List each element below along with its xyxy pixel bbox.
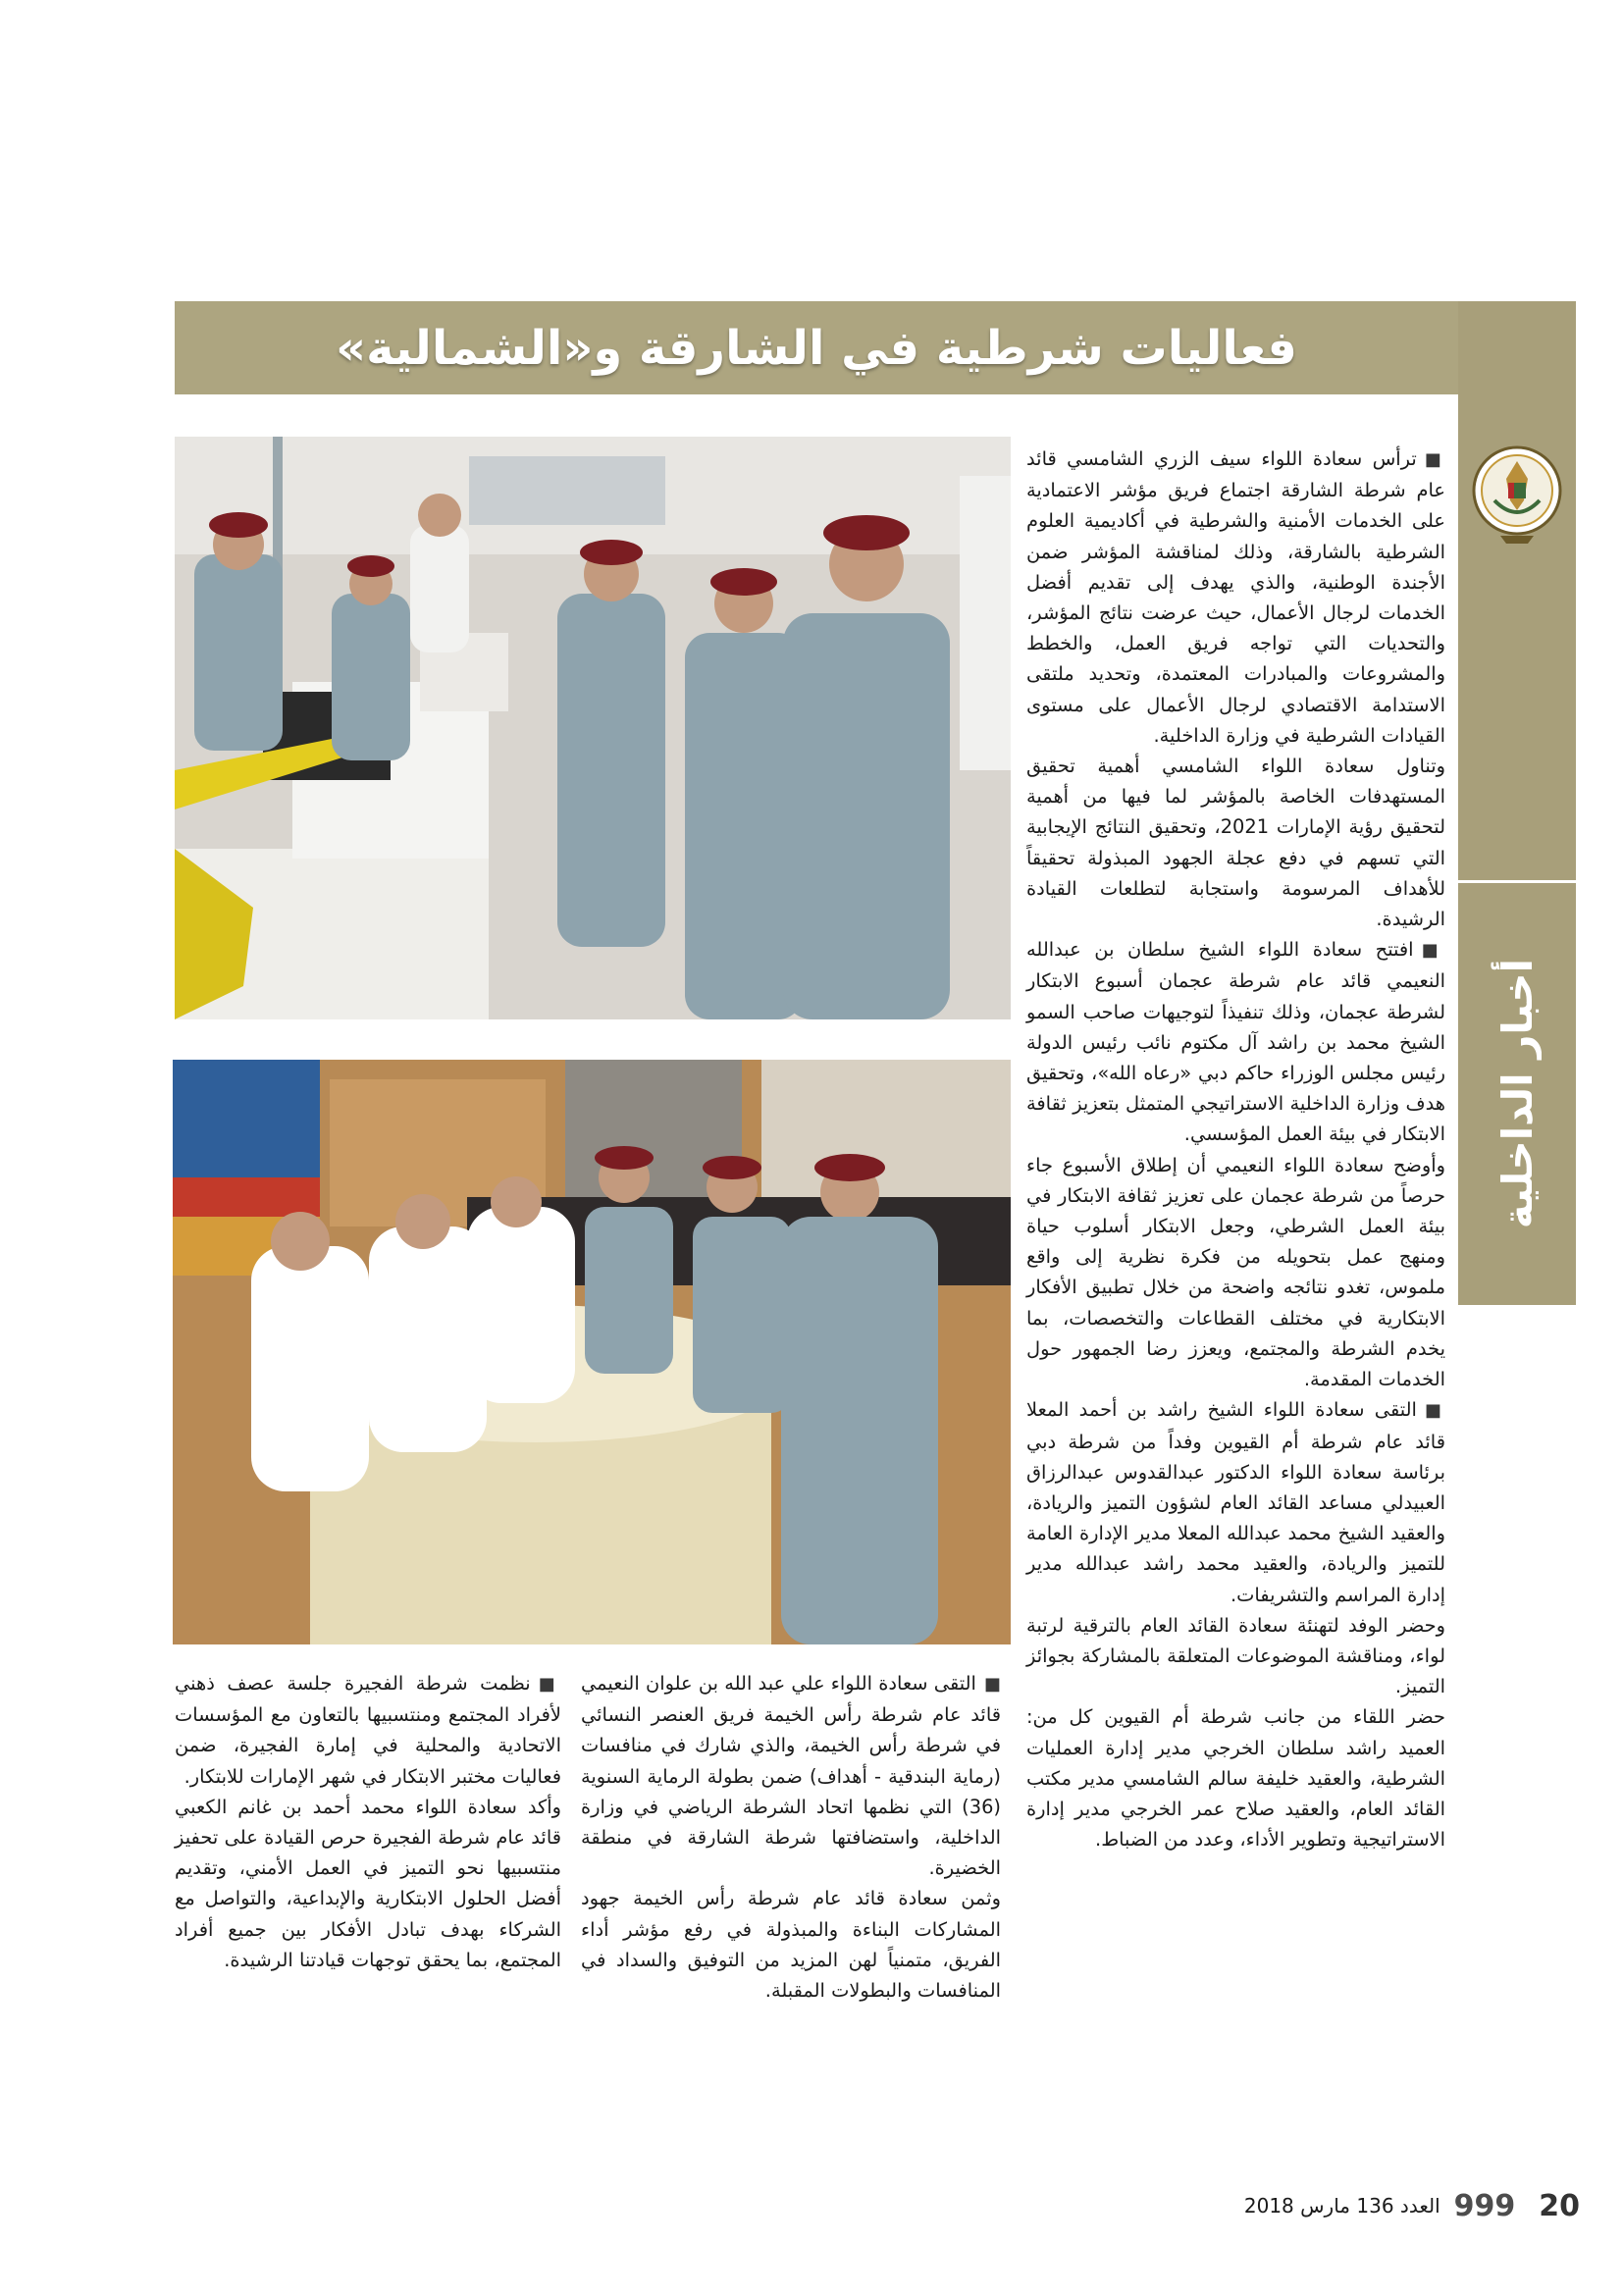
paragraph: حضر اللقاء من جانب شرطة أم القيوين كل من: العميد راشد سلطان الخرجي مدير إدارة العمليات الشرطية، والعقيد خليفة سالم الشامسي مدير مكتب القائد العام، والعقيد صلاح عمر الخرجي مدير إدارة الاستراتيجية وتطوير الأداء، وعدد من الضباط. <box>1026 1705 1445 1852</box>
column-left <box>175 1668 561 1975</box>
paragraph: وأكد سعادة اللواء محمد أحمد بن غانم الكعبي قائد عام شرطة الفجيرة حرص القيادة على تحفيز منتسبيها نحو التميز في العمل الأمني، وتقديم أفضل الحلول الابتكارية والإبداعية، والتواصل مع الشركاء بهدف تبادل الأفكار بين جميع أفراد المجتمع، بما يحقق توجهات قيادتنا الرشيدة. <box>175 1795 561 1971</box>
photo-meeting-table <box>173 1060 1011 1644</box>
page-number: 20 <box>1539 2188 1580 2223</box>
issue-info: العدد 136 مارس 2018 <box>1243 2194 1440 2218</box>
paragraph: ■ التقى سعادة اللواء علي عبد الله بن علوان النعيمي قائد عام شرطة رأس الخيمة فريق العنصر النسائي في شرطة رأس الخيمة، والذي شارك في منافسات (رماية البندقية - أهداف) ضمن بطولة الرماية السنوية (36) التي نظمها اتحاد الشرطة الرياضي في وزارة الداخلية، واستضافتها شرطة الشارقة في منطقة الخضيرة. <box>581 1668 1001 1883</box>
section-label: أخبار الداخلية <box>1492 959 1542 1229</box>
section-tab <box>1458 301 1576 880</box>
section-label-tab <box>1458 883 1576 1305</box>
page-footer <box>1128 2183 1580 2228</box>
column-middle <box>581 1668 1001 2006</box>
paragraph: ■ ترأس سعادة اللواء سيف الزري الشامسي قائد عام شرطة الشارقة اجتماع فريق مؤشر الاعتمادية على الخدمات الأمنية والشرطية في أكاديمية العلوم الشرطية بالشارقة، وذلك لمناقشة المؤشر ضمن الأجندة الوطنية، والذي يهدف إلى تقديم أفضل الخدمات لرجال الأعمال، حيث عرضت نتائج المؤشر، والتحديات التي تواجه فريق العمل، والخطط والمشروعات والمبادرات المعتمدة، وتحديد ملتقى الاستدامة الاقتصادي لرجال الأعمال على مستوى القيادات الشرطية في وزارة الداخلية. <box>1026 444 1445 751</box>
magazine-logo: 999 <box>1453 2188 1516 2223</box>
emirates-crest-icon <box>1469 440 1565 548</box>
paragraph: وحضر الوفد لتهنئة سعادة القائد العام بالترقية لرتبة لواء، ومناقشة الموضوعات المتعلقة بالمشاركة بجوائز التميز. <box>1026 1613 1445 1698</box>
paragraph: وثمن سعادة قائد عام شرطة رأس الخيمة جهود المشاركات البناءة والمبذولة في رفع مؤشر أداء الفريق، متمنياً لهن المزيد من التوفيق والسداد في المنافسات والبطولات المقبلة. <box>581 1887 1001 2003</box>
paragraph: ■ التقى سعادة اللواء الشيخ راشد بن أحمد المعلا قائد عام شرطة أم القيوين وفداً من شرطة دبي برئاسة سعادة اللواء الدكتور عبدالقدوس عبدالرزاق العبيدلي مساعد القائد العام لشؤون التميز والريادة، والعقيد الشيخ محمد عبدالله المعلا مدير الإدارة العامة للتميز والريادة، والعقيد محمد راشد عبدالله مدير إدارة المراسم والتشريفات. <box>1026 1394 1445 1609</box>
paragraph: وتناول سعادة اللواء الشامسي أهمية تحقيق المستهدفات الخاصة بالمؤشر لما فيها من أهمية لتحقيق رؤية الإمارات 2021، وتحقيق النتائج الإيجابية التي تسهم في دفع عجلة الجهود المبذولة تحقيقاً للأهداف المرسومة واستجابة لتطلعات القيادة الرشيدة. <box>1026 755 1445 931</box>
column-right <box>1026 444 1445 1854</box>
title-banner <box>175 301 1458 394</box>
paragraph: ■ نظمت شرطة الفجيرة جلسة عصف ذهني لأفراد المجتمع ومنتسبيها بالتعاون مع المؤسسات الاتحادية والمحلية في إمارة الفجيرة، ضمن فعاليات مختبر الابتكار في شهر الإمارات للابتكار. <box>175 1668 561 1792</box>
photo-sharjah-inspection <box>175 437 1011 1019</box>
paragraph: وأوضح سعادة اللواء النعيمي أن إطلاق الأسبوع جاء حرصاً من شرطة عجمان على تعزيز ثقافة الابتكار في بيئة العمل الشرطي، وجعل الابتكار أسلوب حياة ومنهج عمل بتحويله من فكرة نظرية إلى واقع ملموس، تغدو نتائجه واضحة من خلال تطبيق الأفكار الابتكارية في مختلف القطاعات والتخصصات، بما يخدم الشرطة والمجتمع، ويعزز رضا الجمهور حول الخدمات المقدمة. <box>1026 1153 1445 1391</box>
paragraph: ■ افتتح سعادة اللواء الشيخ سلطان بن عبدالله النعيمي قائد عام شرطة عجمان أسبوع الابتكار لشرطة عجمان، وذلك تنفيذاً لتوجيهات صاحب السمو الشيخ محمد بن راشد آل مكتوم نائب رئيس الدولة رئيس مجلس الوزراء حاكم دبي «رعاه الله»، وتحقيق هدف وزارة الداخلية الاستراتيجي المتمثل بتعزيز ثقافة الابتكار في بيئة العمل المؤسسي. <box>1026 934 1445 1149</box>
page-title: فعاليات شرطية في الشارقة و«الشمالية» <box>336 320 1297 376</box>
